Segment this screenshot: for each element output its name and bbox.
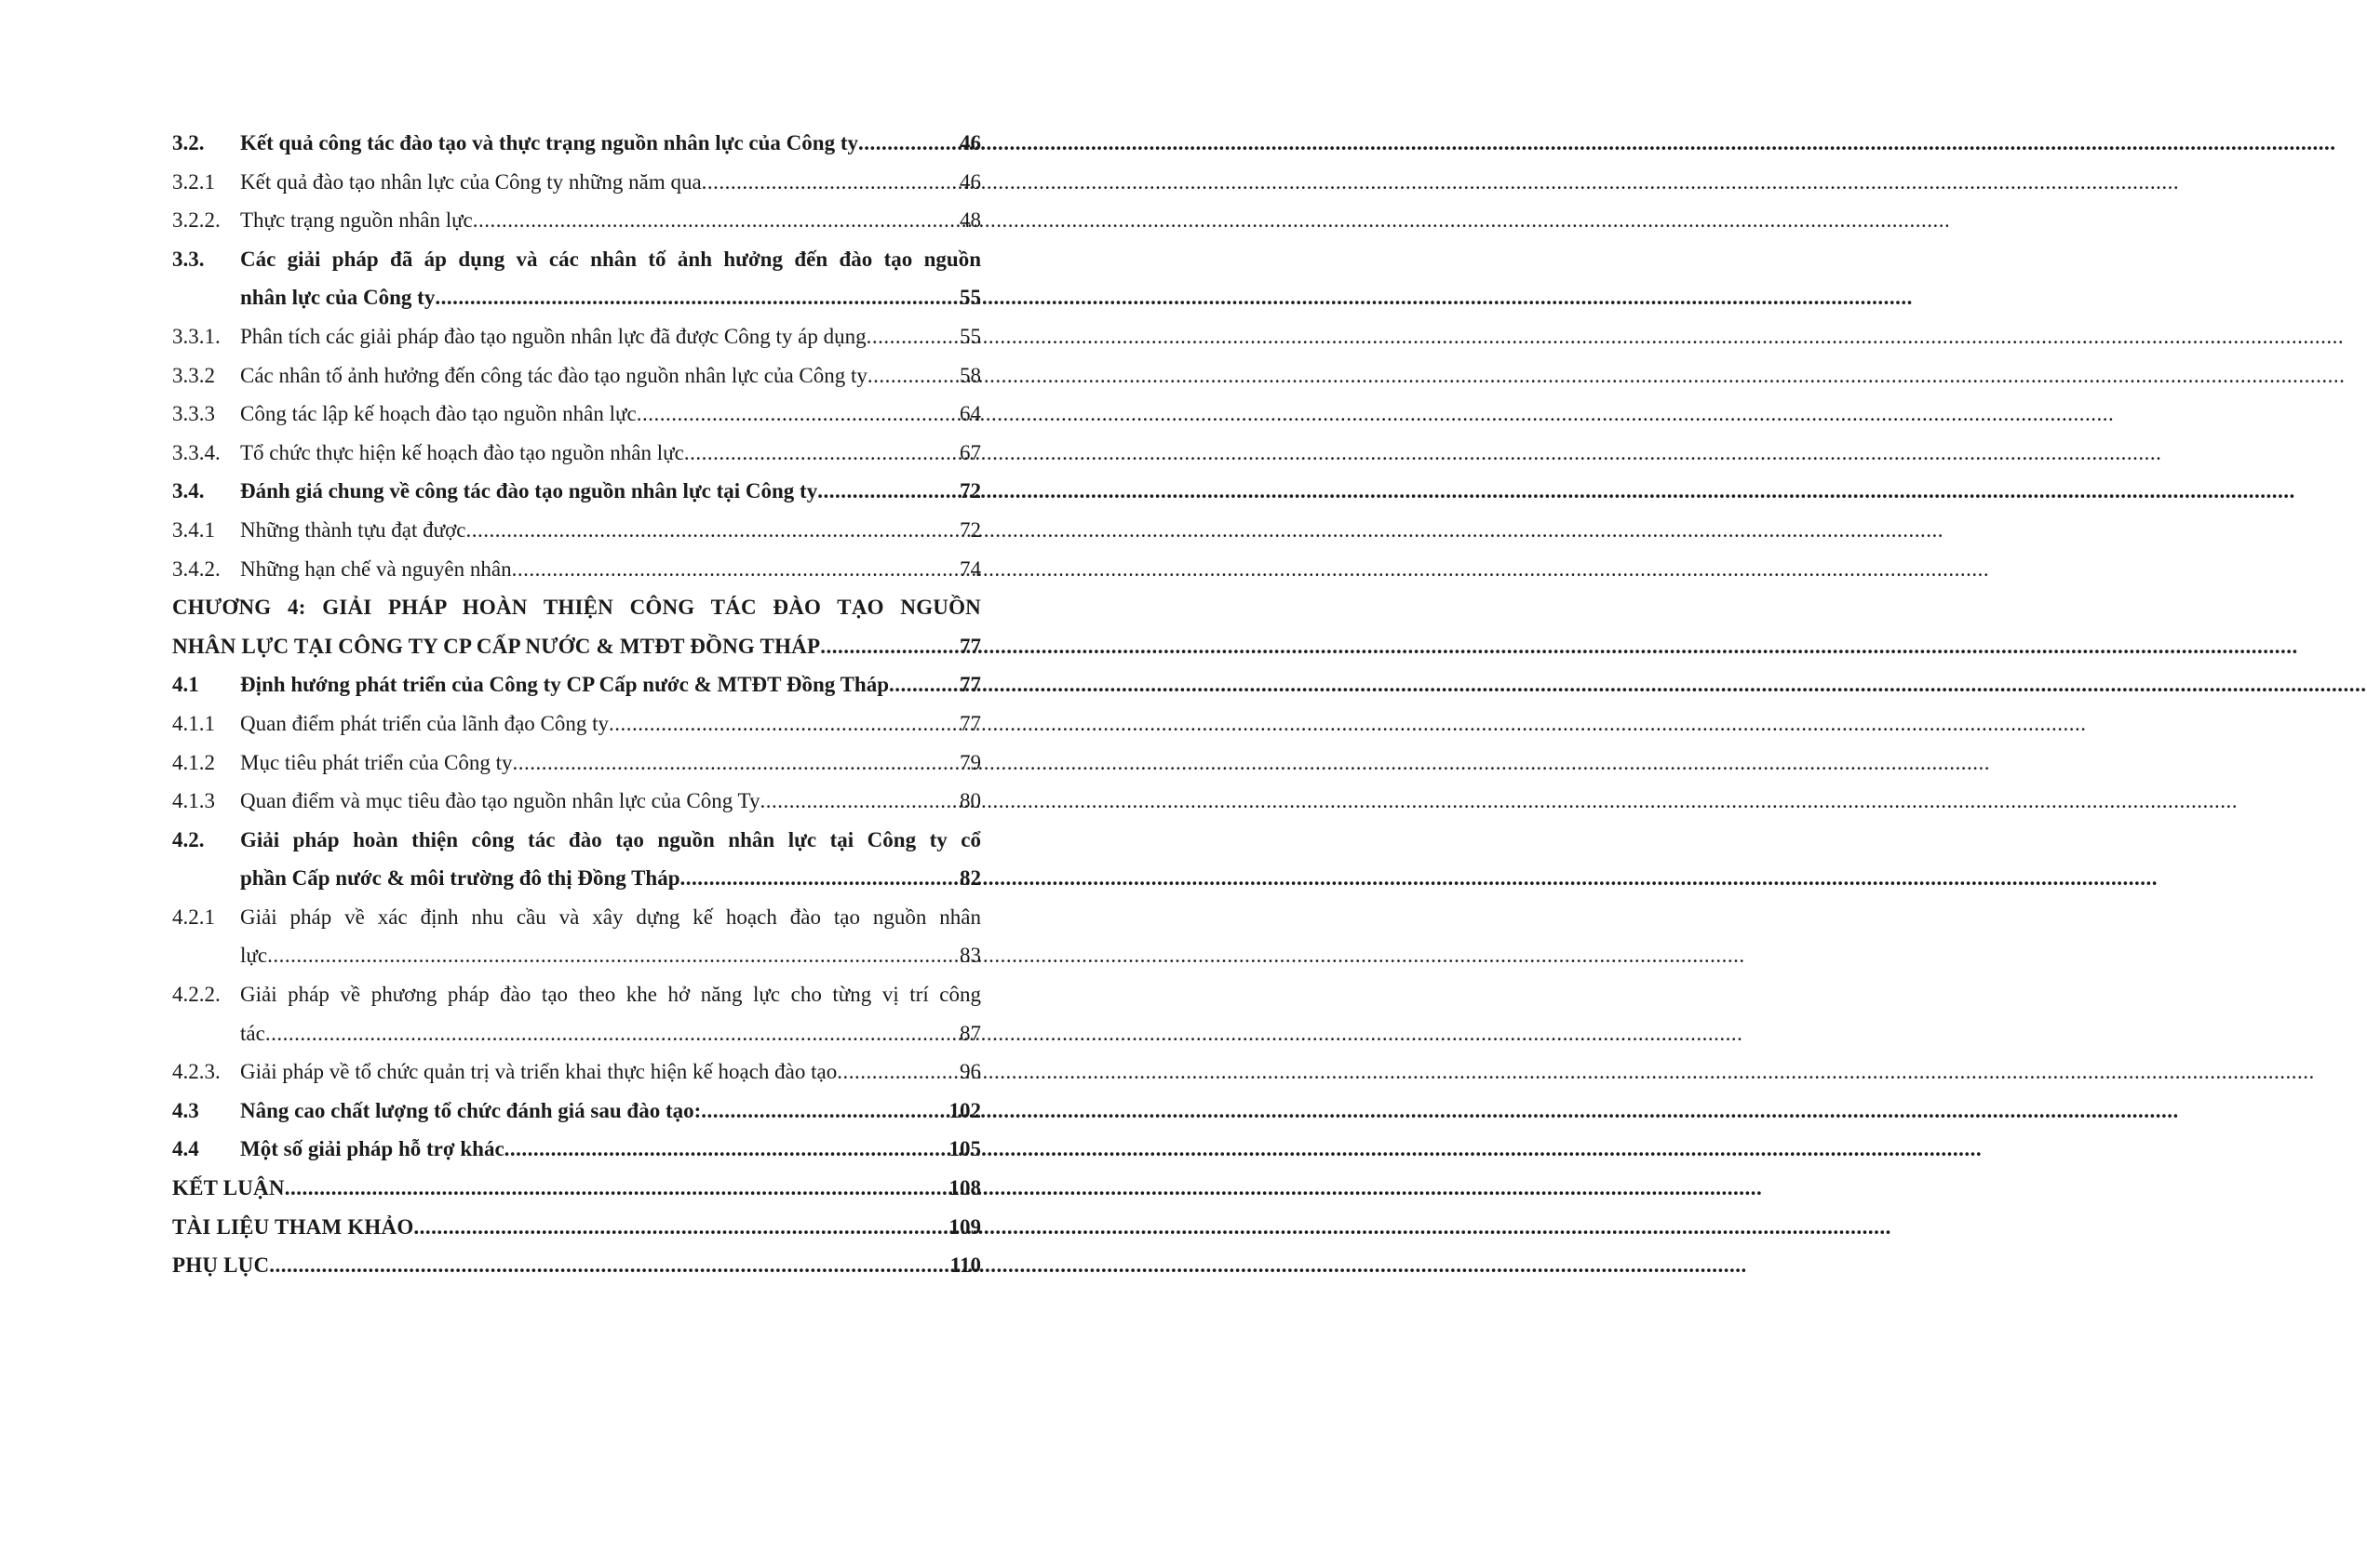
toc-entry-number: 4.1.1 bbox=[172, 711, 215, 735]
toc-entry-number: 3.3.3 bbox=[172, 402, 215, 426]
toc-entry-page: 64 bbox=[960, 402, 981, 426]
toc-entry-number: 4.1.3 bbox=[172, 789, 215, 813]
toc-entry-title-continued: tác bbox=[240, 1021, 265, 1045]
toc-entry-title: Kết quả đào tạo nhân lực của Công ty những năm qua bbox=[240, 169, 702, 194]
toc-entry-title: CHƯƠNG 4: GIẢI PHÁP HOÀN THIỆN CÔNG TÁC ĐÀO TẠO NGUỒN bbox=[172, 596, 981, 620]
toc-entry bbox=[172, 627, 981, 666]
toc-entry-title: Những thành tựu đạt được bbox=[240, 517, 466, 542]
toc-entry bbox=[172, 550, 981, 589]
toc-entry-page: 77 bbox=[960, 634, 981, 658]
toc-entry-number: 3.3. bbox=[172, 247, 205, 271]
toc-entry-title: Thực trạng nguồn nhân lực bbox=[240, 208, 473, 233]
toc-leader-dots bbox=[265, 1014, 960, 1053]
toc-entry-number: 4.2.3. bbox=[172, 1060, 221, 1084]
toc-entry-number: 4.1.2 bbox=[172, 750, 215, 774]
toc-entry-page: 48 bbox=[960, 208, 981, 233]
toc-entry-page: 80 bbox=[960, 789, 981, 813]
toc-entry-page: 58 bbox=[960, 363, 981, 387]
toc-entry-title: Công tác lập kế hoạch đào tạo nguồn nhân lực bbox=[240, 402, 637, 426]
toc-entry-number: 4.2.2. bbox=[172, 983, 221, 1007]
toc-entry bbox=[172, 163, 981, 202]
toc-entry-title: TÀI LIỆU THAM KHẢO bbox=[172, 1214, 414, 1239]
toc-leader-dots bbox=[701, 1092, 948, 1131]
toc-entry-page: 67 bbox=[960, 440, 981, 464]
toc-entry bbox=[172, 744, 981, 783]
toc-entry-title: Những hạn chế và nguyên nhân bbox=[240, 556, 512, 581]
toc-leader-dots bbox=[285, 1169, 949, 1208]
toc-entry-page: 55 bbox=[960, 286, 981, 310]
toc-entry-number: 3.4.2. bbox=[172, 556, 221, 581]
toc-entry bbox=[172, 434, 981, 473]
toc-entry-title: Kết quả công tác đào tạo và thực trạng nguồn nhân lực của Công ty bbox=[240, 131, 858, 154]
toc-entry-title: Mục tiêu phát triển của Công ty bbox=[240, 750, 513, 774]
toc-entry-title: Nâng cao chất lượng tổ chức đánh giá sau đào tạo: bbox=[240, 1098, 702, 1122]
toc-entry bbox=[172, 665, 981, 704]
toc-entry-title: Giải pháp hoàn thiện công tác đào tạo nguồn nhân lực tại Công ty cổ bbox=[240, 827, 981, 851]
toc-entry bbox=[172, 472, 981, 511]
toc-entry-title: Phân tích các giải pháp đào tạo nguồn nhân lực đã được Công ty áp dụng bbox=[240, 324, 867, 348]
toc-entry bbox=[172, 1130, 981, 1169]
toc-entry bbox=[172, 1208, 981, 1247]
toc-entry-title: Quan điểm phát triển của lãnh đạo Công ty bbox=[240, 711, 610, 735]
toc-entry-page: 77 bbox=[960, 673, 981, 697]
toc-leader-dots bbox=[702, 163, 960, 202]
toc-entry-title: Các giải pháp đã áp dụng và các nhân tố ảnh hưởng đến đào tạo nguồn bbox=[240, 247, 981, 271]
toc-entry bbox=[172, 588, 981, 627]
toc-entry-title: Một số giải pháp hỗ trợ khác bbox=[240, 1137, 504, 1161]
toc-entry-page: 108 bbox=[948, 1176, 981, 1200]
toc-entry-number: 4.1 bbox=[172, 673, 199, 697]
toc-entry bbox=[172, 1246, 981, 1285]
toc-entry-page: 55 bbox=[960, 324, 981, 348]
toc-entry-number: 3.2.1 bbox=[172, 169, 215, 194]
toc-entry-title: KẾT LUẬN bbox=[172, 1176, 285, 1200]
toc-leader-dots bbox=[858, 124, 960, 163]
toc-entry-page: 105 bbox=[948, 1137, 981, 1161]
toc-entry bbox=[172, 704, 981, 744]
toc-entry-page: 87 bbox=[960, 1021, 981, 1045]
toc-leader-dots bbox=[867, 356, 960, 395]
toc-entry-title-continued: NHÂN LỰC TẠI CÔNG TY CP CẤP NƯỚC & MTĐT ĐỒNG THÁP bbox=[172, 634, 821, 658]
toc-entry bbox=[172, 975, 981, 1014]
toc-entry-title-continued: lực bbox=[240, 944, 268, 968]
toc-leader-dots bbox=[513, 744, 960, 783]
toc-entry-title: Các nhân tố ảnh hưởng đến công tác đào tạo nguồn nhân lực của Công ty bbox=[240, 363, 867, 387]
toc-entry-title: Tổ chức thực hiện kế hoạch đào tạo nguồn nhân lực bbox=[240, 440, 684, 464]
toc-entry-title: Giải pháp về tổ chức quản trị và triển khai thực hiện kế hoạch đào tạo bbox=[240, 1060, 838, 1084]
toc-entry-title: Quan điểm và mục tiêu đào tạo nguồn nhân lực của Công Ty bbox=[240, 789, 760, 813]
toc-entry bbox=[172, 1169, 981, 1208]
toc-entry-page: 46 bbox=[960, 169, 981, 194]
toc-leader-dots bbox=[504, 1130, 949, 1169]
toc-entry-number: 4.4 bbox=[172, 1137, 199, 1161]
toc-entry-title: PHỤ LỤC bbox=[172, 1253, 270, 1278]
toc-entry-page: 102 bbox=[948, 1098, 981, 1122]
table-of-contents bbox=[172, 124, 981, 1285]
toc-entry-page: 82 bbox=[960, 866, 981, 891]
toc-entry-number: 3.2.2. bbox=[172, 208, 221, 233]
toc-entry-page: 72 bbox=[960, 517, 981, 542]
toc-entry-title: Định hướng phát triển của Công ty CP Cấp nước & MTĐT Đồng Tháp bbox=[240, 673, 889, 697]
toc-entry bbox=[172, 317, 981, 356]
toc-leader-dots bbox=[435, 278, 960, 317]
toc-entry-page: 72 bbox=[960, 479, 981, 503]
toc-entry bbox=[172, 821, 981, 860]
toc-entry bbox=[172, 356, 981, 395]
toc-leader-dots bbox=[269, 1246, 950, 1285]
toc-entry-page: 46 bbox=[960, 131, 981, 154]
toc-entry-number: 3.4.1 bbox=[172, 517, 215, 542]
toc-entry-page: 110 bbox=[949, 1253, 981, 1278]
toc-entry bbox=[172, 1052, 981, 1092]
toc-entry-number: 3.3.2 bbox=[172, 363, 215, 387]
toc-leader-dots bbox=[837, 1052, 960, 1092]
toc-entry-page: 79 bbox=[960, 750, 981, 774]
toc-entry bbox=[172, 898, 981, 937]
toc-entry bbox=[172, 782, 981, 821]
toc-leader-dots bbox=[889, 665, 960, 704]
toc-entry-page: 109 bbox=[948, 1214, 981, 1239]
toc-entry bbox=[172, 278, 981, 317]
toc-leader-dots bbox=[473, 201, 960, 240]
toc-entry-number: 3.2. bbox=[172, 131, 205, 154]
toc-leader-dots bbox=[820, 627, 960, 666]
toc-entry-title: Đánh giá chung về công tác đào tạo nguồn nhân lực tại Công ty bbox=[240, 479, 818, 503]
toc-leader-dots bbox=[867, 317, 960, 356]
toc-entry-number: 3.3.1. bbox=[172, 324, 221, 348]
toc-entry-number: 3.3.4. bbox=[172, 440, 221, 464]
toc-leader-dots bbox=[680, 859, 960, 898]
toc-entry bbox=[172, 511, 981, 550]
toc-entry-title-continued: phần Cấp nước & môi trường đô thị Đồng Tháp bbox=[240, 866, 680, 891]
toc-entry-page: 74 bbox=[960, 556, 981, 581]
toc-entry bbox=[172, 1014, 981, 1053]
toc-entry-page: 83 bbox=[960, 944, 981, 968]
toc-entry-title: Giải pháp về xác định nhu cầu và xây dựng kế hoạch đào tạo nguồn nhân bbox=[240, 905, 981, 929]
toc-entry bbox=[172, 124, 981, 163]
toc-entry-page: 96 bbox=[960, 1060, 981, 1084]
toc-entry-number: 4.2.1 bbox=[172, 905, 215, 929]
toc-entry-page: 77 bbox=[960, 711, 981, 735]
toc-leader-dots bbox=[267, 936, 960, 975]
toc-leader-dots bbox=[637, 395, 960, 434]
toc-entry bbox=[172, 936, 981, 975]
toc-leader-dots bbox=[609, 704, 960, 744]
toc-leader-dots bbox=[413, 1208, 948, 1247]
toc-entry-title: Giải pháp về phương pháp đào tạo theo khe hở năng lực cho từng vị trí công bbox=[240, 983, 981, 1007]
toc-leader-dots bbox=[465, 511, 960, 550]
toc-entry-number: 4.2. bbox=[172, 827, 205, 851]
toc-entry bbox=[172, 395, 981, 434]
toc-leader-dots bbox=[684, 434, 960, 473]
toc-leader-dots bbox=[760, 782, 960, 821]
toc-leader-dots bbox=[512, 550, 960, 589]
toc-entry-title-continued: nhân lực của Công ty bbox=[240, 286, 436, 310]
toc-entry-number: 4.3 bbox=[172, 1098, 199, 1122]
toc-leader-dots bbox=[817, 472, 960, 511]
toc-entry bbox=[172, 240, 981, 279]
toc-entry-number: 3.4. bbox=[172, 479, 205, 503]
toc-entry bbox=[172, 201, 981, 240]
toc-entry bbox=[172, 859, 981, 898]
toc-entry bbox=[172, 1092, 981, 1131]
